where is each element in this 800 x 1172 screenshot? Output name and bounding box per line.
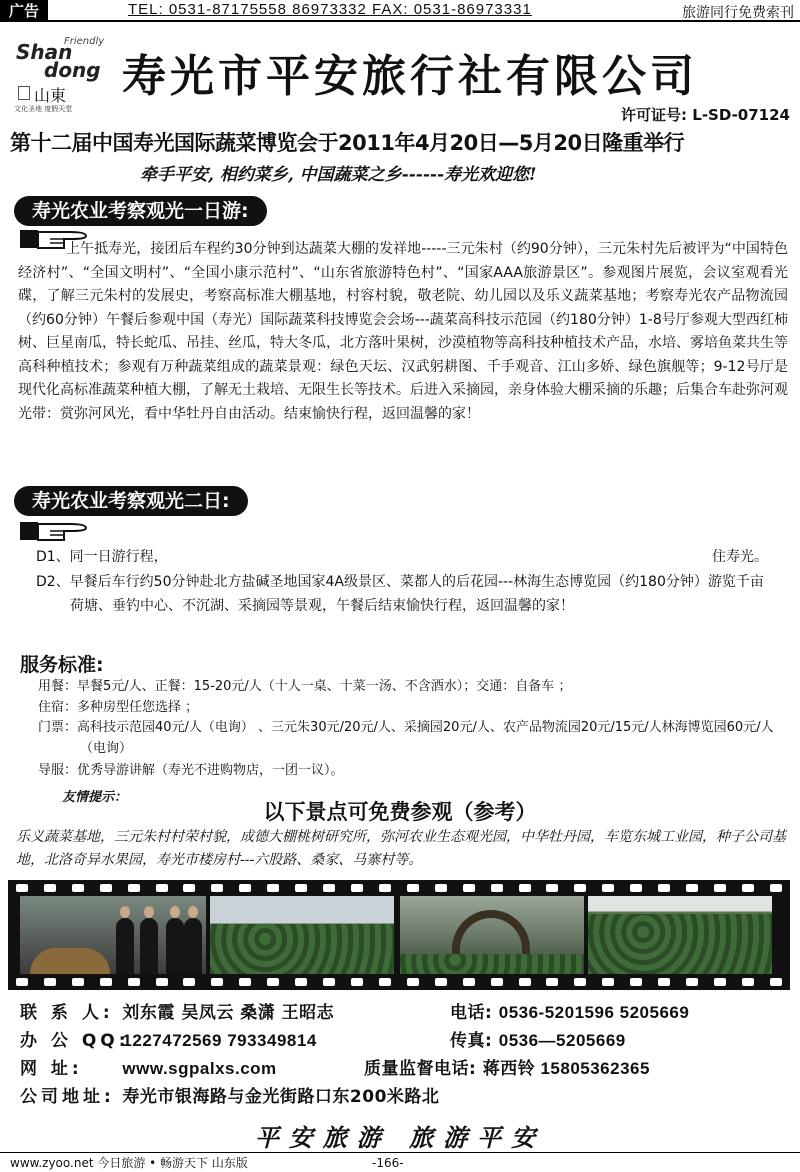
logo-friendly: Friendly: [64, 36, 105, 47]
tour2-day1: [36, 546, 776, 570]
shandong-logo: [12, 36, 104, 116]
service-title: 服务标准:: [20, 654, 104, 676]
fax-label: 传真:: [450, 1031, 493, 1051]
contact-person-label: 联 系 人:: [20, 1003, 114, 1023]
free-sites-list: 乐义蔬菜基地，三元朱村村荣村貌，成德大棚桃树研究所，弥河农业生态观光园，中华牡丹园，车览东城工业园，种子公司基地，北洛奇异水果园，寿光市楼房村---六股路、桑家、马寨村等。: [16, 829, 786, 868]
website-link[interactable]: www.sgpalxs.com: [122, 1059, 277, 1078]
qq-label: 办 公 QQ:: [20, 1031, 130, 1051]
phone-label: 电话:: [450, 1003, 493, 1023]
phone-numbers: 0536-5201596 5205669: [498, 1003, 690, 1022]
logo-seal-icon: [18, 86, 30, 100]
logo-chinese: 山東: [34, 86, 67, 105]
tour1-description: 上午抵寿光，接团后车程约30分钟到达蔬菜大棚的发祥地-----三元朱村（约90分钟），三元朱村先后被评为“中国特色经济村”、“全国文明村”、“全国小康示范村”、“山东省旅游特色村”、“国家AAA旅游景区”。参观图片展览，会议室观看光碟，了解三元朱村的发展史，考察高标准大棚基地，村容村貌，敬老院、幼儿园以及乐义蔬菜基地；考察寿光农产品物流园（约60分钟）午餐后参观中国（寿光）国际蔬菜科技博览会会场---蔬菜高科技示范园（约180分钟）1-8号厅参观大型西红柿树、巨星南瓜，特长蛇瓜、吊挂、丝瓜，特大冬瓜，北方落叶果树，沙漠植物等高科技种植技术产品，水培、雾培鱼菜共生等高科种植技术；参观有万种蔬菜组成的蔬菜景观：绿色天坛、汉武躬耕图、千手观音、江山多娇、绿色旗舰等；9-12号厅是现代化高标准蔬菜种植大棚，了解无土栽培、无限生长等技术。后进入采摘园，亲身体验大棚采摘的乐趣；后集合车赴弥河观光带：赏弥河风光，看中华牡丹自由活动。结束愉快行程，返回温馨的家！: [18, 241, 788, 422]
ad-label: 广告: [0, 0, 48, 22]
company-name: 寿光市平安旅行社有限公司: [122, 51, 698, 102]
contact-persons-row: [20, 998, 690, 1023]
logo-slogan: 文化圣地 度假天堂: [14, 105, 73, 113]
film-perforations: [8, 976, 790, 988]
contact-address-row: [20, 1082, 439, 1107]
publication-label: 旅游同行免费索刊: [682, 5, 794, 21]
service-lodging: 住宿：多种房型任您选择 ；: [38, 700, 199, 715]
welcome-tagline: 牵手平安, 相约菜乡, 中国蔬菜之乡------寿光欢迎您!: [140, 165, 537, 185]
tour2-title: 寿光农业考察观光二日:: [14, 486, 248, 516]
photo-gourd-vines: [588, 896, 772, 974]
tour2-day1-stay: 住寿光。: [712, 549, 768, 565]
free-sites-title: 以下景点可免费参观（参考）: [263, 800, 537, 824]
contact-web-row: [20, 1054, 650, 1079]
page-footer: [0, 1152, 800, 1172]
photo-vine-arch: [400, 896, 584, 974]
photo-filmstrip: [8, 880, 790, 990]
contact-persons: 刘东霞 吴凤云 桑潇 王昭志: [122, 1003, 335, 1023]
motto: 平安旅游 旅游平安: [254, 1123, 546, 1152]
pointing-hand-icon: [20, 518, 88, 542]
service-tickets: 门票：高科技示范园40元/人（电询） 、三元朱30元/20元/人、采摘园20元/人、农产品物流园20元/15元/人林海博览园60元/人（电询）: [38, 720, 774, 756]
service-guide: 导服：优秀导游讲解（寿光不进购物店，一团一议）。: [38, 763, 344, 778]
photo-greenhouse: [210, 896, 394, 974]
top-bar: [0, 0, 800, 22]
supervision-label: 质量监督电话:: [364, 1059, 477, 1079]
tips-label: 友情提示：: [62, 790, 128, 805]
logo-shan: Shan: [16, 40, 73, 64]
service-meals: 用餐：早餐5元/人、正餐：15-20元/人（十人一桌、十菜一汤、不含酒水）；交通：自备车 ；: [38, 679, 572, 694]
tour1-title: 寿光农业考察观光一日游:: [14, 196, 267, 226]
tour2-day1-text: D1、同一日游行程，: [36, 549, 168, 565]
supervision-contact: 蒋西铃 15805362365: [482, 1059, 650, 1078]
qq-numbers: 1227472569 793349814: [122, 1031, 317, 1050]
address-label: 公司地址:: [20, 1087, 115, 1107]
website-label: 网 址:: [20, 1059, 83, 1079]
fax-number: 0536—5205669: [498, 1031, 626, 1050]
tour2-day2: D2、早餐后车行约50分钟赴北方盐碱圣地国家4A级景区、菜都人的后花园---林海生态博览园（约180分钟）游览千亩荷塘、垂钓中心、不沉湖、采摘园等景观，午餐后结束愉快行程，返回温馨的家！: [36, 574, 764, 614]
company-address: 寿光市银海路与金光街路口东200米路北: [122, 1087, 440, 1107]
expo-headline: 第十二届中国寿光国际蔬菜博览会于2011年4月20日—5月20日隆重举行: [10, 131, 685, 155]
contact-qq-row: [20, 1026, 626, 1051]
license-number: 许可证号: L-SD-07124: [621, 106, 790, 124]
page-number: -166-: [372, 1156, 404, 1170]
footer-site: www.zyoo.net 今日旅游 • 畅游天下 山东版: [10, 1156, 248, 1170]
photo-visiting-officials: [20, 896, 206, 974]
film-perforations: [8, 882, 790, 894]
logo-dong: dong: [44, 58, 101, 82]
header-contact-line: TEL: 0531-87175558 86973332 FAX: 0531-86973331: [128, 1, 532, 18]
